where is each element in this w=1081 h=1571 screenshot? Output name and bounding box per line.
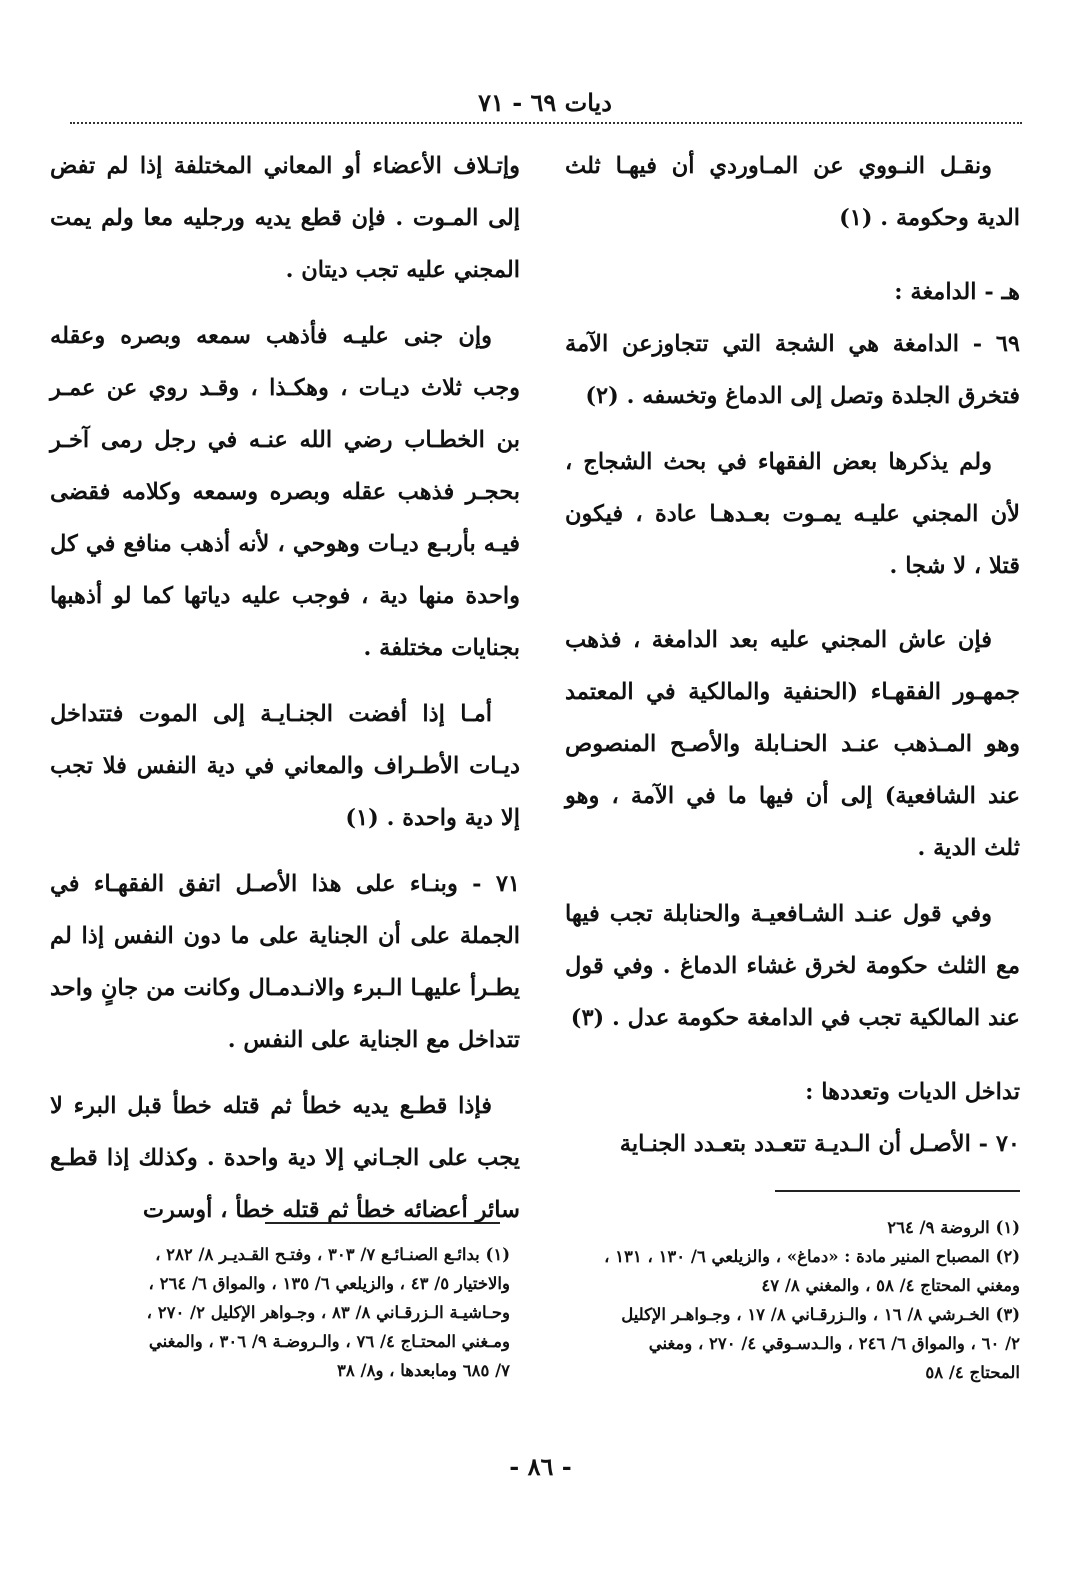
footnote-continued: ومـغني المحتـاج ٤/ ٧٦ ، والـروضـة ٩/ ٣٠٦ ، والمغني [148,1332,510,1351]
footnotes-right [560,1213,1020,1387]
paragraph: ٦٩ - الدامغة هي الشجة التي تتجاوزعن الآمة فتخرق الجلدة وتصل إلى الدماغ وتخسفه . (٢) [565,331,1020,409]
footnotes-left [48,1240,510,1385]
paragraph: ٧١ - وبنـاء على هذا الأصـل اتفق الفقهـاء في الجملة على أن الجناية على ما دون النفس إذا لم يطـرأ عليهـا الـبرء والانـدمـال وكانت من جانٍ واحد تتداخل مع الجناية على النفس . [50,871,520,1053]
paragraph: ونقـل النـووي عن المـاوردي أن فيهـا ثلث الدية وحكومة . (١) [565,153,1020,231]
footnote-rule [775,1190,1020,1192]
footnote-continued: ومغني المحتاج ٤/ ٥٨ ، والمغني ٨/ ٤٧ [761,1276,1020,1295]
section-heading-tadakhul: تداخل الديات وتعددها : [805,1079,1020,1105]
paragraph: ولم يذكرها بعض الفقهاء في بحث الشجاج ، لأن المجني عليـه يمـوت بعـدهـا عادة ، فيكون قتلا ، لا شجا . [565,449,1020,579]
footnote: (١) بدائـع الصنـائـع ٧/ ٣٠٣ ، وفتـح القـديـر ٨/ ٢٨٢ ، [155,1245,510,1264]
section-heading-damigha: هـ - الدامغة : [894,279,1020,305]
page-header: ديات ٦٩ - ٧١ [478,88,612,117]
paragraph: أمـا إذا أفضت الجنـايـة إلى الموت فتتداخل ديـات الأطـراف والمعاني في دية النفس فلا تجب إلا دية واحدة . (١) [50,701,520,831]
right-column [565,140,1020,1184]
footnote: (٢) المصباح المنير مادة : «دماغ» ، والزيلعي ٦/ ١٣٠ ، ١٣١ ، [604,1247,1020,1266]
paragraph: ٧٠ - الأصـل أن الـديـة تتعـدد بتعـدد الجنـاية [619,1131,1020,1157]
footnote-continued: وحـاشيـة الـزرقـاني ٨/ ٨٣ ، وجـواهر الإكليل ٢/ ٢٧٠ ، [146,1303,510,1322]
footnote-continued: المحتاج ٤/ ٥٨ [925,1363,1020,1382]
page-number: - ٨٦ - [509,1452,572,1481]
footnote-continued: والاختيار ٥/ ٤٣ ، والزيلعي ٦/ ١٣٥ ، والمواق ٦/ ٢٦٤ ، [148,1274,510,1293]
paragraph: وفي قول عنـد الشـافعيـة والحنابلة تجب فيها مع الثلث حكومة لخرق غشاء الدماغ . وفي قول عند المالكية تجب في الدامغة حكومة عدل . (٣) [565,901,1020,1031]
paragraph: فإذا قطـع يديه خطأ ثم قتله خطأ قبل البرء لا يجب على الجـاني إلا دية واحدة . وكذلك إذا قطـع سائر أعضائه خطأ ثم قتله خطأ ، أوسرت [50,1093,520,1223]
left-column [50,140,520,1250]
footnote-continued: ٢/ ٦٠ ، والمواق ٦/ ٢٤٦ ، والـدسـوقي ٤/ ٢٧٠ ، ومغني [648,1334,1020,1353]
paragraph: فإن عاش المجني عليه بعد الدامغة ، فذهب جمهـور الفقهـاء (الحنفية والمالكية في المعتمد وهو المـذهب عنـد الحنـابلة والأصـح المنصوص عند الشافعية) إلى أن فيها ما في الآمة ، وهو ثلث الدية . [565,627,1020,861]
paragraph: وإتـلاف الأعضاء أو المعاني المختلفة إذا لم تفض إلى المـوت . فإن قطع يديه ورجليه معا ولم يمت المجني عليه تجب ديتان . [50,153,520,283]
footnote: (٣) الخـرشي ٨/ ١٦ ، والـزرقـاني ٨/ ١٧ ، وجـواهـر الإكليل [621,1305,1020,1324]
paragraph: وإن جنى عليـه فأذهب سمعه وبصره وعقله وجب ثلاث ديـات ، وهكـذا ، وقـد روي عن عمـر بن الخطـاب رضي الله عنـه في رجل رمى آخـر بحجـر فذهب عقله وبصره وسمعه وكلامه فقضى فيـه بأربـع ديـات وهوحي ، لأنه أذهب منافع في كل واحدة منها دية ، فوجب عليه دياتها كما لو أذهبها بجنايات مختلفة . [50,323,520,661]
footnote-rule [265,1222,500,1224]
header-rule [70,122,1022,124]
footnote: (١) الروضة ٩/ ٢٦٤ [887,1218,1020,1237]
footnote-continued: ٧/ ٦٨٥ ومابعدها ، و٨/ ٣٨ [337,1361,510,1380]
